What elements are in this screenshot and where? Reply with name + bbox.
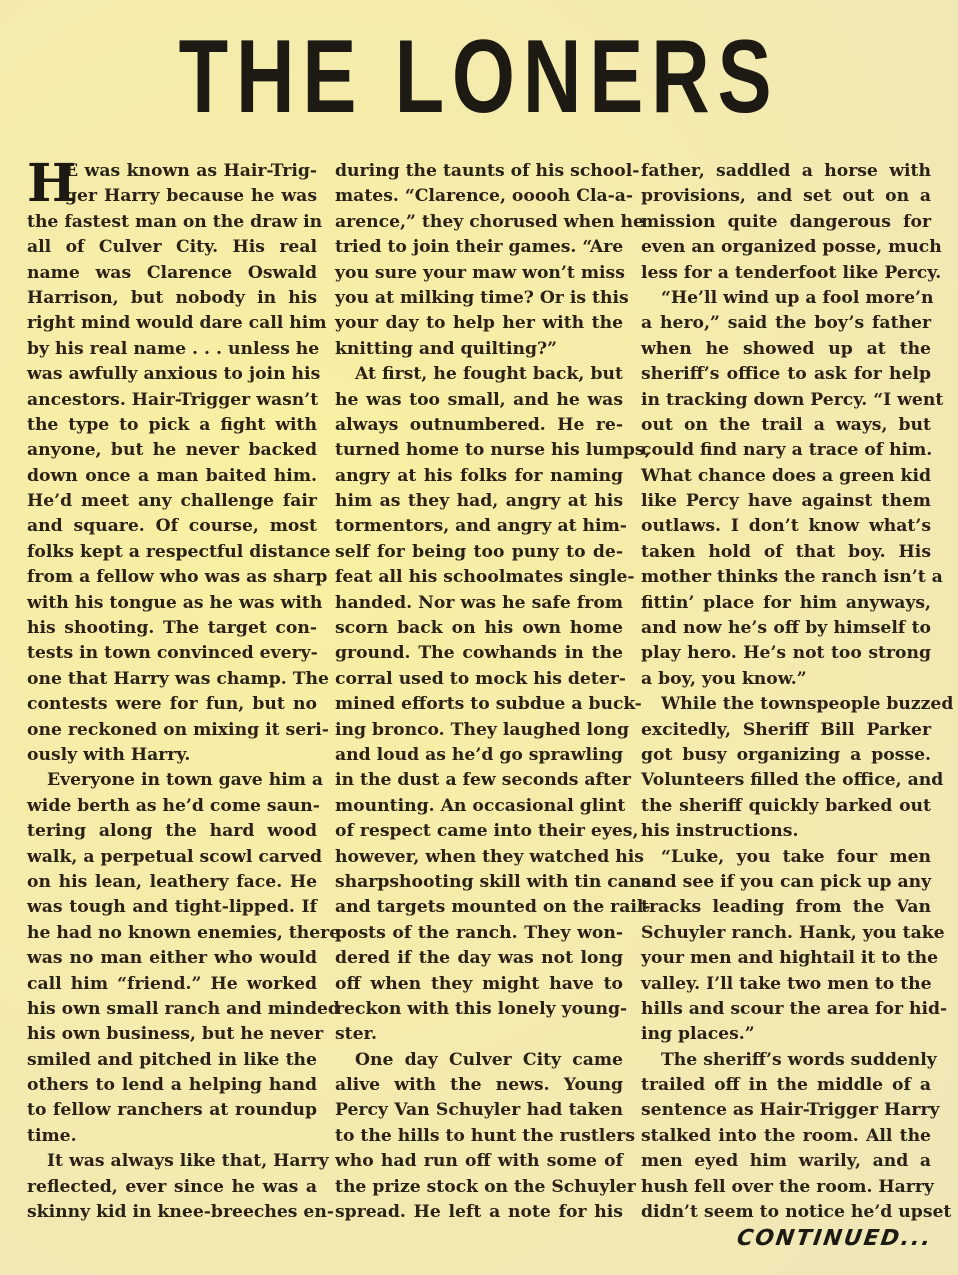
text-line: of respect came into their eyes,: [335, 821, 639, 842]
text-line: less for a tenderfoot like Percy.: [641, 262, 942, 283]
text-line: hills and scour the area for hid-: [641, 998, 948, 1019]
text-line: all of Culver City. His real: [27, 237, 317, 258]
text-line: One day Culver City came: [355, 1049, 623, 1070]
text-line: “Luke, you take four men: [661, 846, 931, 867]
text-line: a boy, you know.”: [641, 668, 807, 689]
text-line: was awfully anxious to join his: [27, 364, 321, 385]
text-line: What chance does a green kid: [641, 465, 931, 486]
text-line: him as they had, angry at his: [335, 491, 623, 512]
text-line: father, saddled a horse with: [641, 161, 931, 181]
text-line: sentence as Hair-Trigger Harry: [641, 1100, 940, 1121]
text-line: corral used to mock his deter-: [335, 668, 626, 689]
text-line: reckon with this lonely young-: [335, 998, 628, 1019]
text-line: provisions, and set out on a: [641, 186, 931, 207]
text-line: reflected, ever since he was a: [27, 1176, 317, 1197]
text-line: his instructions.: [641, 821, 799, 842]
text-line: always outnumbered. He re-: [335, 414, 623, 435]
text-line: tracks leading from the Van: [641, 897, 931, 918]
text-line: your day to help her with the: [335, 313, 623, 334]
text-line: valley. I’ll take two men to the: [641, 973, 932, 994]
text-line: to the hills to hunt the rustlers: [335, 1125, 636, 1146]
text-line: one reckoned on mixing it seri-: [27, 719, 329, 740]
text-line: Schuyler ranch. Hank, you take: [641, 922, 945, 943]
text-line: handed. Nor was he safe from: [335, 592, 623, 613]
text-line: you sure your maw won’t miss: [335, 262, 625, 283]
text-line: He’d meet any challenge fair: [27, 491, 317, 512]
text-line: by his real name . . . unless he: [27, 338, 320, 359]
text-line: you at milking time? Or is this: [335, 287, 629, 308]
text-line: didn’t seem to notice he’d upset: [641, 1202, 952, 1223]
text-line: anyone, but he never backed: [27, 440, 317, 461]
text-line: a hero,” said the boy’s father: [641, 313, 931, 334]
text-line: fittin’ place for him anyways,: [641, 592, 931, 613]
text-line: ger Harry because he was: [65, 186, 317, 207]
text-line: one that Harry was champ. The: [27, 668, 329, 689]
text-line: spread. He left a note for his: [335, 1202, 623, 1223]
text-line: he had no known enemies, there: [27, 922, 341, 943]
text-line: was tough and tight-lipped. If: [27, 897, 317, 918]
text-line: ancestors. Hair-Trigger wasn’t: [27, 389, 319, 410]
text-line: It was always like that, Harry: [47, 1151, 329, 1172]
text-line: during the taunts of his school-: [335, 161, 640, 181]
text-line: scorn back on his own home: [335, 618, 623, 639]
text-column-3: [641, 159, 954, 1225]
text-line: right mind would dare call him: [27, 313, 327, 334]
text-line: stalked into the room. All the: [641, 1125, 931, 1146]
text-line: contests were for fun, but no: [27, 694, 317, 715]
text-line: alive with the news. Young: [335, 1075, 623, 1096]
text-line: tormentors, and angry at him-: [335, 516, 627, 537]
text-line: tried to join their games. “Are: [335, 237, 624, 258]
drop-cap: H: [27, 153, 77, 214]
text-line: At first, he fought back, but: [355, 364, 623, 385]
text-line: and now he’s off by himself to: [641, 618, 931, 639]
text-line: ster.: [335, 1024, 378, 1045]
text-line: ground. The cowhands in the: [335, 643, 623, 664]
text-line: angry at his folks for naming: [335, 465, 623, 486]
text-line: Volunteers filled the office, and: [641, 770, 944, 791]
text-line: and loud as he’d go sprawling: [335, 744, 624, 765]
text-line: the prize stock on the Schuyler: [335, 1176, 636, 1197]
text-line: the type to pick a fight with: [27, 414, 317, 435]
text-line: dered if the day was not long: [335, 948, 623, 969]
text-line: taken hold of that boy. His: [641, 541, 931, 562]
text-line: others to lend a helping hand: [27, 1075, 317, 1096]
text-line: wide berth as he’d come saun-: [27, 795, 320, 816]
text-line: turned home to nurse his lumps,: [335, 440, 651, 461]
text-line: sheriff’s office to ask for help: [641, 364, 931, 385]
text-line: and targets mounted on the rail-: [335, 897, 651, 918]
text-line: excitedly, Sheriff Bill Parker: [641, 719, 931, 740]
text-line: Harrison, but nobody in his: [27, 287, 317, 308]
text-line: who had run off with some of: [335, 1151, 623, 1172]
text-line: off when they might have to: [335, 973, 623, 994]
text-line: ing places.”: [641, 1024, 755, 1045]
text-line: “He’ll wind up a fool more’n: [661, 287, 934, 308]
text-line: his own business, but he never: [27, 1024, 324, 1045]
text-line: While the townspeople buzzed: [661, 694, 954, 715]
text-line: the sheriff quickly barked out: [641, 795, 931, 816]
text-line: however, when they watched his: [335, 846, 644, 867]
text-line: arence,” they chorused when he: [335, 211, 644, 232]
text-line: with his tongue as he was with: [27, 592, 323, 613]
text-line: and square. Of course, most: [27, 516, 317, 537]
text-line: folks kept a respectful distance: [27, 541, 331, 562]
text-line: on his lean, leathery face. He: [27, 871, 317, 892]
text-line: the fastest man on the draw in: [27, 211, 323, 232]
text-line: name was Clarence Oswald: [27, 262, 317, 283]
text-line: hush fell over the room. Harry: [641, 1176, 934, 1197]
text-line: mined efforts to subdue a buck-: [335, 694, 642, 715]
text-line: sharpshooting skill with tin cans: [335, 871, 652, 892]
text-line: ing bronco. They laughed long: [335, 719, 629, 740]
text-line: mates. “Clarence, ooooh Cla-a-: [335, 186, 634, 207]
text-line: got busy organizing a posse.: [641, 744, 931, 765]
text-line: trailed off in the middle of a: [641, 1075, 931, 1096]
text-line: could find nary a trace of him.: [641, 440, 933, 461]
text-line: to fellow ranchers at roundup: [27, 1100, 317, 1121]
text-line: feat all his schoolmates single-: [335, 567, 635, 588]
text-line: ously with Harry.: [27, 744, 191, 765]
text-line: your men and hightail it to the: [641, 948, 939, 969]
text-line: The sheriff’s words suddenly: [661, 1049, 937, 1070]
text-line: mission quite dangerous for: [641, 211, 931, 232]
text-line: mounting. An occasional glint: [335, 795, 626, 816]
text-line: posts of the ranch. They won-: [335, 922, 623, 943]
text-line: E was known as Hair-Trig-: [65, 161, 317, 181]
text-line: down once a man baited him.: [27, 465, 317, 486]
text-line: and see if you can pick up any: [641, 871, 932, 892]
text-line: was no man either who would: [27, 948, 317, 969]
text-line: Percy Van Schuyler had taken: [335, 1100, 623, 1121]
text-line: outlaws. I don’t know what’s: [641, 516, 931, 537]
text-line: knitting and quilting?”: [335, 338, 557, 359]
story-title: THE LONERS: [178, 19, 780, 135]
text-line: in the dust a few seconds after: [335, 770, 631, 791]
text-line: time.: [27, 1125, 77, 1146]
text-line: mother thinks the ranch isn’t a: [641, 567, 943, 588]
text-line: walk, a perpetual scowl carved: [27, 846, 323, 867]
continued-label: CONTINUED...: [735, 1226, 934, 1251]
text-line: tering along the hard wood: [27, 821, 317, 842]
text-line: his shooting. The target con-: [27, 618, 317, 639]
text-line: Everyone in town gave him a: [47, 770, 324, 791]
text-line: his own small ranch and minded: [27, 998, 340, 1019]
text-line: he was too small, and he was: [335, 389, 623, 410]
text-line: skinny kid in knee-breeches en-: [27, 1202, 334, 1223]
text-line: men eyed him warily, and a: [641, 1151, 931, 1172]
text-line: even an organized posse, much: [641, 237, 942, 258]
text-line: in tracking down Percy. “I went: [641, 389, 944, 410]
text-line: play hero. He’s not too strong: [641, 643, 931, 664]
text-line: from a fellow who was as sharp: [27, 567, 328, 588]
text-line: smiled and pitched in like the: [27, 1049, 317, 1070]
text-line: self for being too puny to de-: [335, 541, 623, 562]
text-column-2: [335, 159, 652, 1225]
text-line: call him “friend.” He worked: [27, 973, 317, 994]
text-line: tests in town convinced every-: [27, 643, 318, 664]
text-line: when he showed up at the: [641, 338, 931, 359]
text-line: out on the trail a ways, but: [641, 414, 931, 435]
text-column-1: [27, 153, 341, 1225]
text-line: like Percy have against them: [641, 491, 931, 512]
